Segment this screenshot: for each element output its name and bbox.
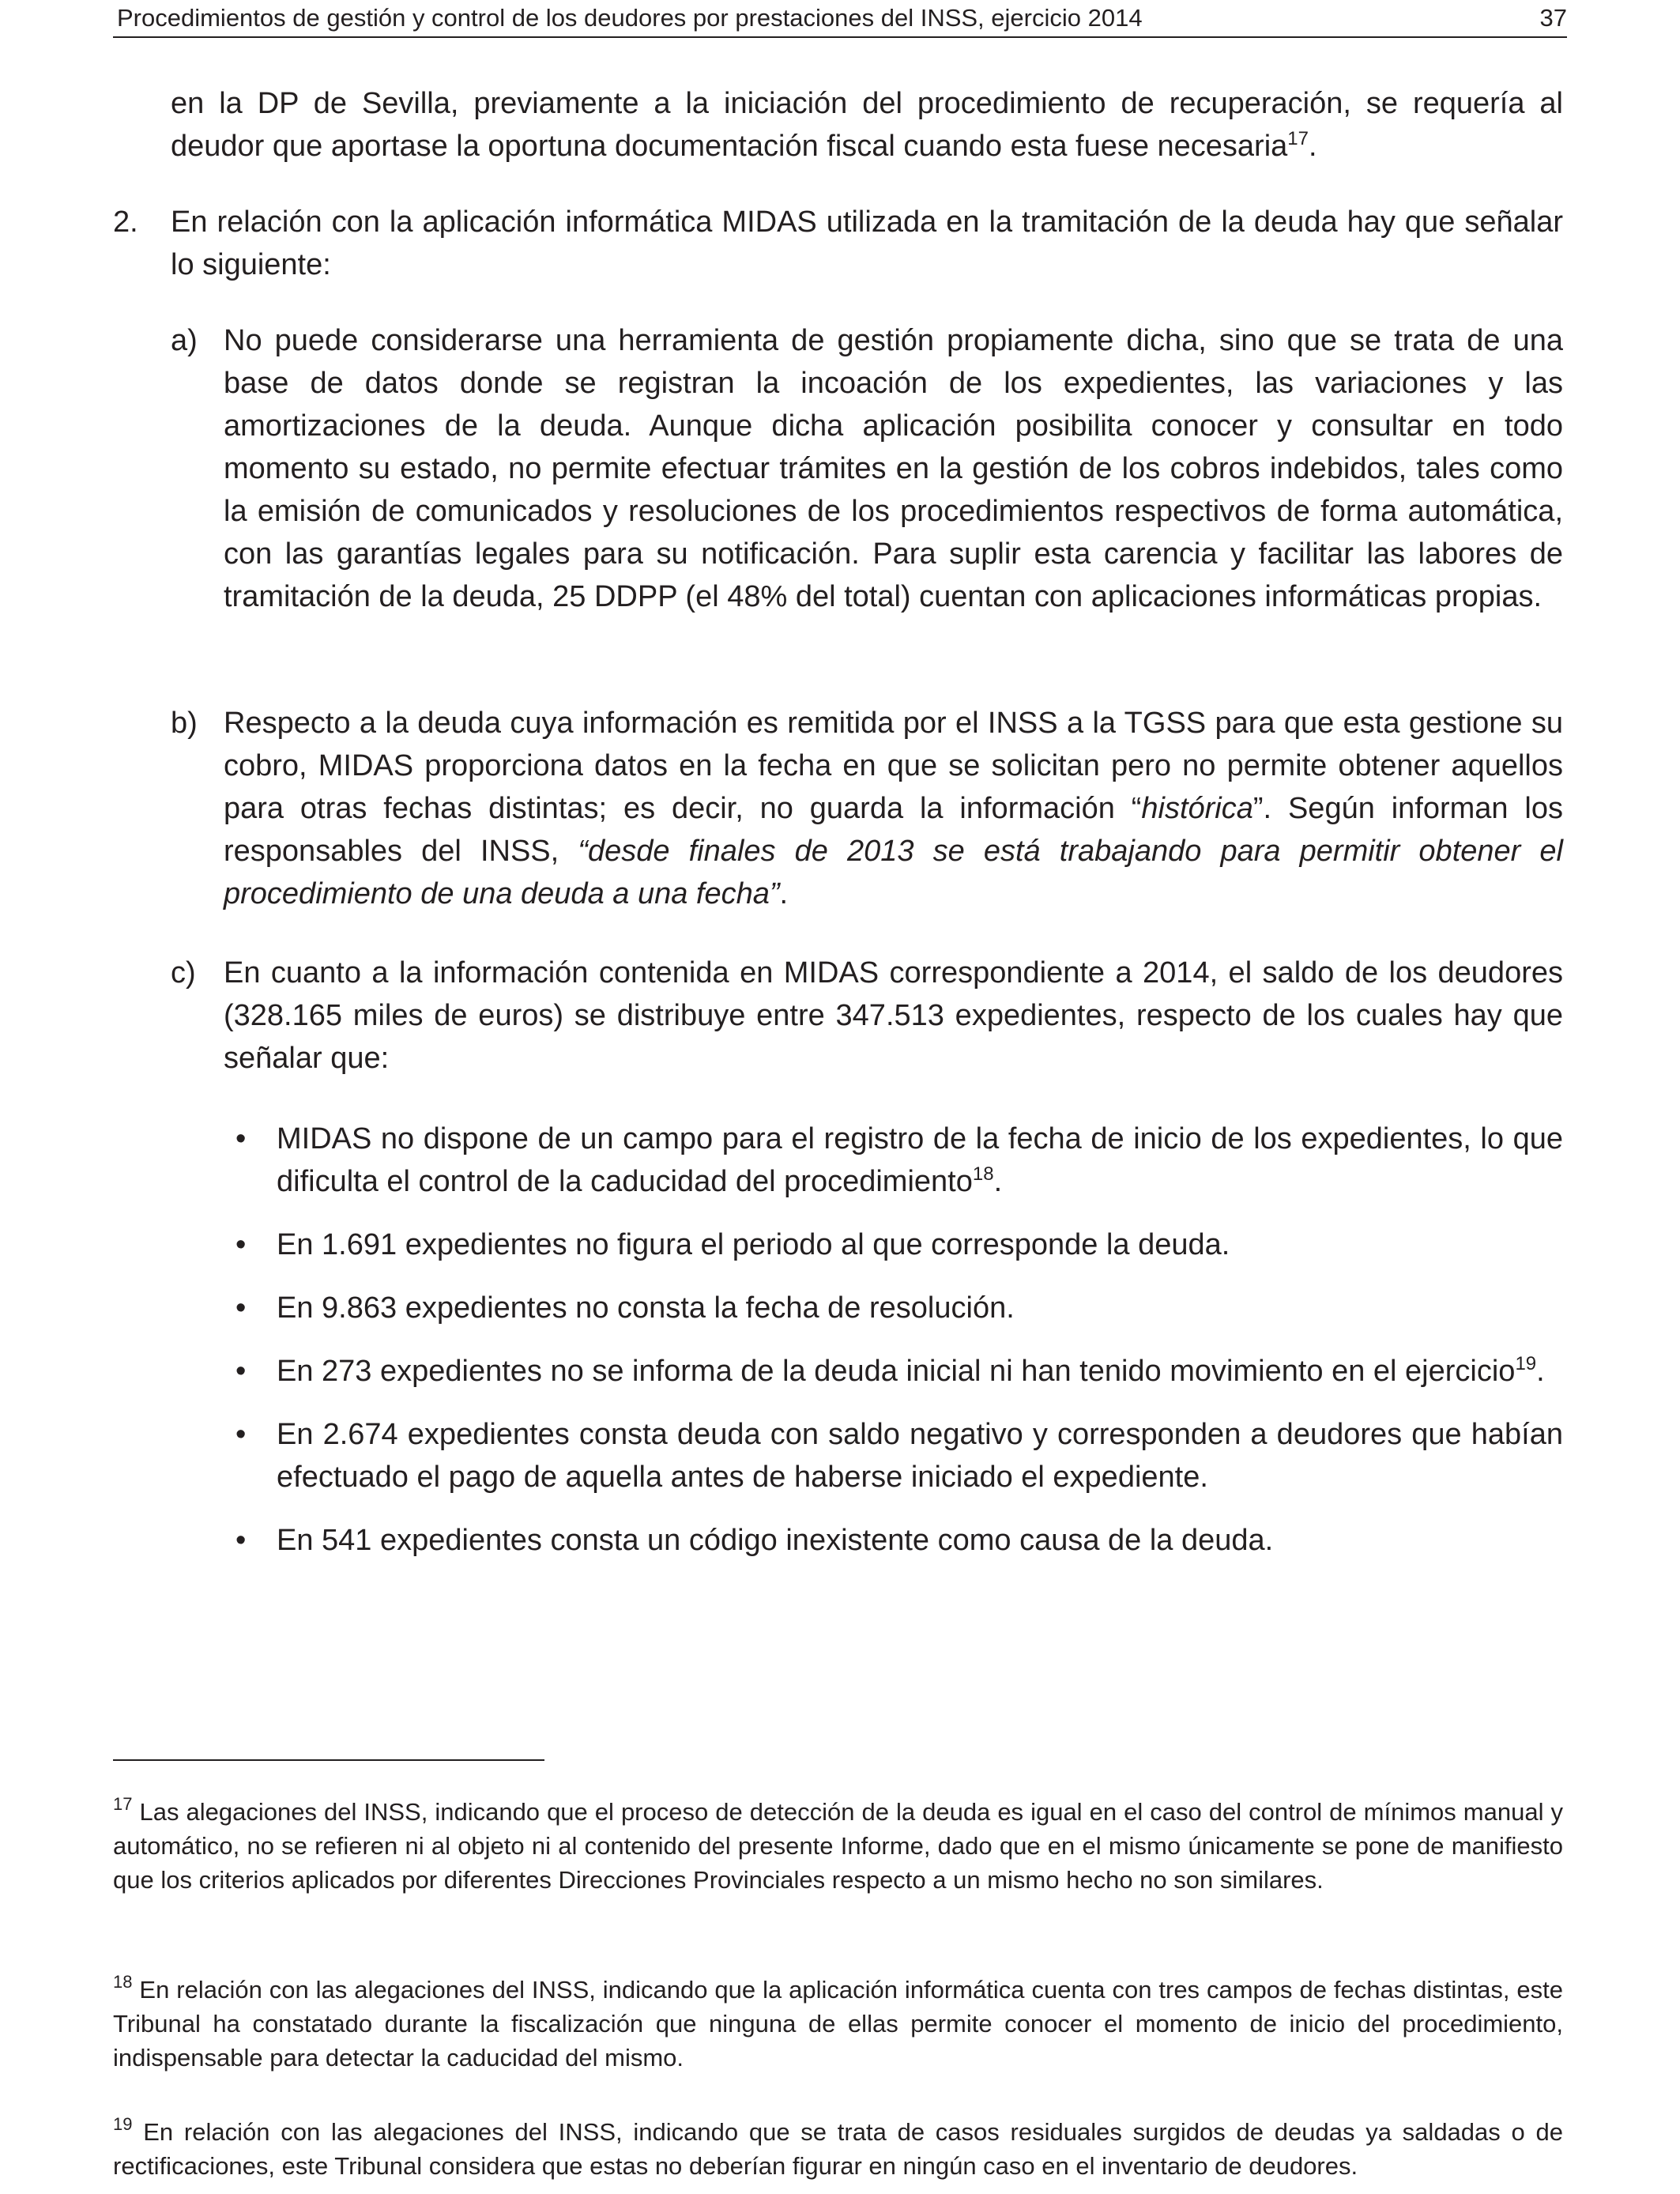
sub-item-b <box>171 702 1563 915</box>
footnote-number: 17 <box>113 1794 133 1814</box>
footnote-ref-19[interactable]: 19 <box>1515 1353 1537 1374</box>
footnote-text: Las alegaciones del INSS, indicando que el proceso de detección de la deuda es igual en el caso del control de mínimos manual y automático, no se refieren ni al objeto ni al contenido del presente Informe, dado que en el mismo únicamente se pone de manifiesto que los criterios aplicados por diferentes Direcciones Provinciales respecto a un mismo hecho no son similares. <box>113 1798 1563 1894</box>
footnote-19 <box>113 2115 1563 2183</box>
numbered-item-2 <box>113 201 1563 286</box>
sub-item-label: a) <box>171 324 198 357</box>
page-number: 37 <box>1539 4 1567 32</box>
sub-item-text: No puede considerarse una herramienta de gestión propiamente dicha, sino que se trata de una base de datos donde se registran la incoación de los expedientes, las variaciones y las amortizaciones de la deuda. Aunque dicha aplicación posibilita conocer y consultar en todo momento su estado, no permite efectuar trámites en la gestión de los cobros indebidos, tales como la emisión de comunicados y resoluciones de los procedimientos respectivos de forma automática, con las garantías legales para su notificación. Para suplir esta carencia y facilitar las labores de tramitación de la deuda, 25 DDPP (el 48% del total) cuentan con aplicaciones informáticas propias. <box>224 324 1563 613</box>
bullet-item <box>235 1223 1563 1266</box>
bullet-icon: • <box>235 1122 247 1155</box>
footnote-number: 18 <box>113 1972 133 1992</box>
bullet-text: En 2.674 expedientes consta deuda con saldo negativo y corresponden a deudores que habían efectuado el pago de aquella antes de haberse iniciado el expediente. <box>277 1418 1563 1494</box>
bullet-list <box>235 1118 1563 1582</box>
bullet-text: En 1.691 expedientes no figura el periodo al que corresponde la deuda. <box>277 1228 1230 1261</box>
sub-item-text: En cuanto a la información contenida en MIDAS correspondiente a 2014, el saldo de los deudores (328.165 miles de euros) se distribuye entre 347.513 expedientes, respecto de los cuales hay que señalar que: <box>224 956 1563 1075</box>
sub-b-italic-1: histórica <box>1141 792 1253 825</box>
bullet-item <box>235 1287 1563 1329</box>
item-number: 2. <box>113 205 138 239</box>
intro-paragraph <box>171 82 1563 168</box>
sub-item-label: b) <box>171 707 198 740</box>
sub-item-label: c) <box>171 956 196 990</box>
sub-item-c <box>171 952 1563 1080</box>
item-text: En relación con la aplicación informática MIDAS utilizada en la tramitación de la deuda hay que señalar lo siguiente: <box>171 205 1563 281</box>
header-title: Procedimientos de gestión y control de los deudores por prestaciones del INSS, ejercicio 2014 <box>117 4 1143 32</box>
sub-b-text-2: ”. Según informan los responsables del INSS, <box>224 792 1564 868</box>
bullet-item <box>235 1350 1563 1393</box>
bullet-text: En 9.863 expedientes no consta la fecha de resolución. <box>277 1291 1015 1325</box>
sub-b-quote: “desde finales de 2013 se está trabajando para permitir obtener el procedimiento de una deuda a una fecha” <box>224 835 1563 910</box>
bullet-end: . <box>993 1165 1003 1198</box>
bullet-icon: • <box>235 1228 247 1261</box>
bullet-icon: • <box>235 1291 247 1325</box>
intro-text: en la DP de Sevilla, previamente a la iniciación del procedimiento de recuperación, se requería al deudor que aportase la oportuna documentación fiscal cuando esta fuese necesaria <box>171 87 1563 163</box>
bullet-icon: • <box>235 1524 247 1557</box>
bullet-item <box>235 1519 1563 1562</box>
bullet-text: MIDAS no dispone de un campo para el registro de la fecha de inicio de los expedientes, lo que dificulta el control de la caducidad del procedimiento <box>277 1122 1563 1198</box>
footnote-18 <box>113 1973 1563 2075</box>
footnote-ref-18[interactable]: 18 <box>972 1163 994 1185</box>
bullet-text: En 541 expedientes consta un código inexistente como causa de la deuda. <box>277 1524 1274 1557</box>
sub-item-text <box>224 702 1563 915</box>
bullet-item <box>235 1413 1563 1498</box>
bullet-end: . <box>1536 1355 1545 1388</box>
sub-b-text-3: . <box>779 877 789 910</box>
footnote-text: En relación con las alegaciones del INSS, indicando que se trata de casos residuales surgidos de deudas ya saldadas o de rectificaciones, este Tribunal considera que estas no deberían figurar en ningún caso en el inventario de deudores. <box>113 2118 1563 2180</box>
bullet-text: En 273 expedientes no se informa de la deuda inicial ni han tenido movimiento en el ejercicio <box>277 1355 1516 1388</box>
sub-b-text-1: Respecto a la deuda cuya información es remitida por el INSS a la TGSS para que esta gestione su cobro, MIDAS proporciona datos en la fecha en que se solicitan pero no permite obtener aquellos para otras fechas distintas; es decir, no guarda la información “ <box>224 707 1563 825</box>
bullet-item <box>235 1118 1563 1203</box>
footnote-17 <box>113 1795 1563 1897</box>
footnote-separator <box>113 1759 544 1761</box>
bullet-icon: • <box>235 1355 247 1388</box>
intro-end: . <box>1309 130 1317 163</box>
footnote-text: En relación con las alegaciones del INSS, indicando que la aplicación informática cuenta con tres campos de fechas distintas, este Tribunal ha constatado durante la fiscalización que ninguna de ellas permite conocer el momento de inicio del procedimiento, indispensable para detectar la caducidad del mismo. <box>113 1976 1563 2071</box>
footnote-number: 19 <box>113 2114 133 2134</box>
footnote-ref-17[interactable]: 17 <box>1287 128 1309 149</box>
page-header <box>113 0 1567 38</box>
bullet-icon: • <box>235 1418 247 1451</box>
sub-item-a <box>171 319 1563 618</box>
